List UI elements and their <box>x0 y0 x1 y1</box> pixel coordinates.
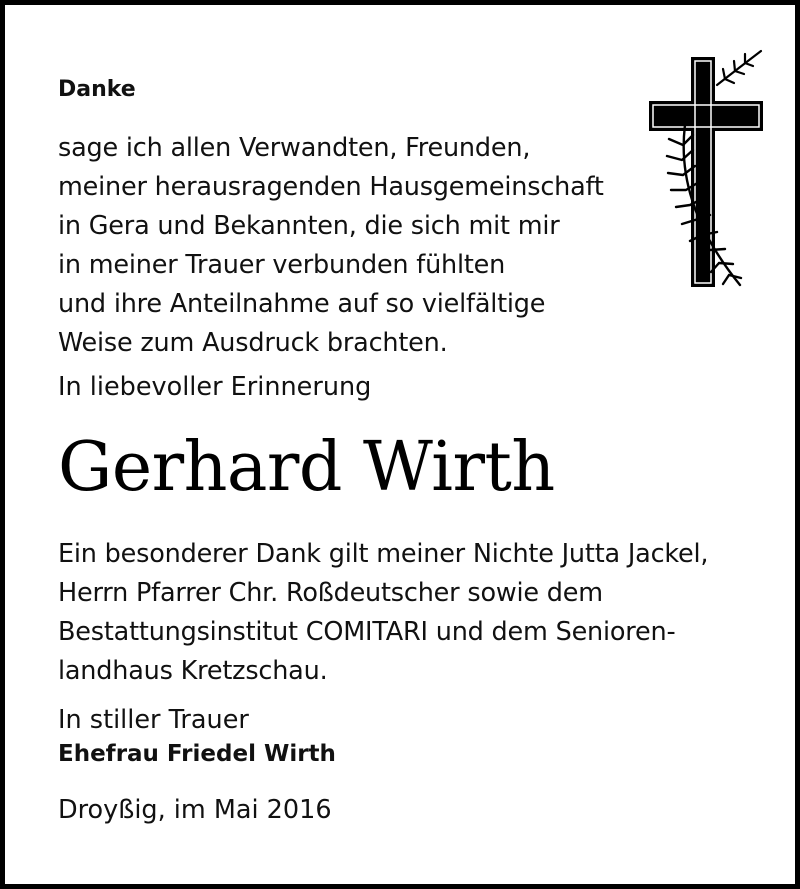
memory-line: In liebevoller Erinnerung <box>58 372 372 402</box>
special-thanks-line: Herrn Pfarrer Chr. Roßdeutscher sowie dem <box>58 578 603 608</box>
place-date: Droyßig, im Mai 2016 <box>58 795 332 825</box>
thanks-line: und ihre Anteilnahme auf so vielfältige <box>58 289 546 319</box>
mourning-line: In stiller Trauer <box>58 705 249 735</box>
thanks-line: Weise zum Ausdruck brachten. <box>58 328 448 358</box>
thanks-paragraph <box>58 129 604 363</box>
special-thanks-paragraph <box>58 535 708 691</box>
special-thanks-line: Ein besonderer Dank gilt meiner Nichte Jutta Jackel, <box>58 539 709 569</box>
special-thanks-line: landhaus Kretzschau. <box>58 656 328 686</box>
thanks-line: in meiner Trauer verbunden fühlten <box>58 250 506 280</box>
cross-with-palm-branch-icon <box>645 45 775 295</box>
heading: Danke <box>58 77 136 102</box>
signer-name: Ehefrau Friedel Wirth <box>58 741 336 767</box>
special-thanks-line: Bestattungsinstitut COMITARI und dem Senioren- <box>58 617 676 647</box>
thanks-line: in Gera und Bekannten, die sich mit mir <box>58 211 560 241</box>
thanks-line: meiner herausragenden Hausgemeinschaft <box>58 172 604 202</box>
thanks-line: sage ich allen Verwandten, Freunden, <box>58 133 531 163</box>
deceased-name: Gerhard Wirth <box>58 428 555 507</box>
